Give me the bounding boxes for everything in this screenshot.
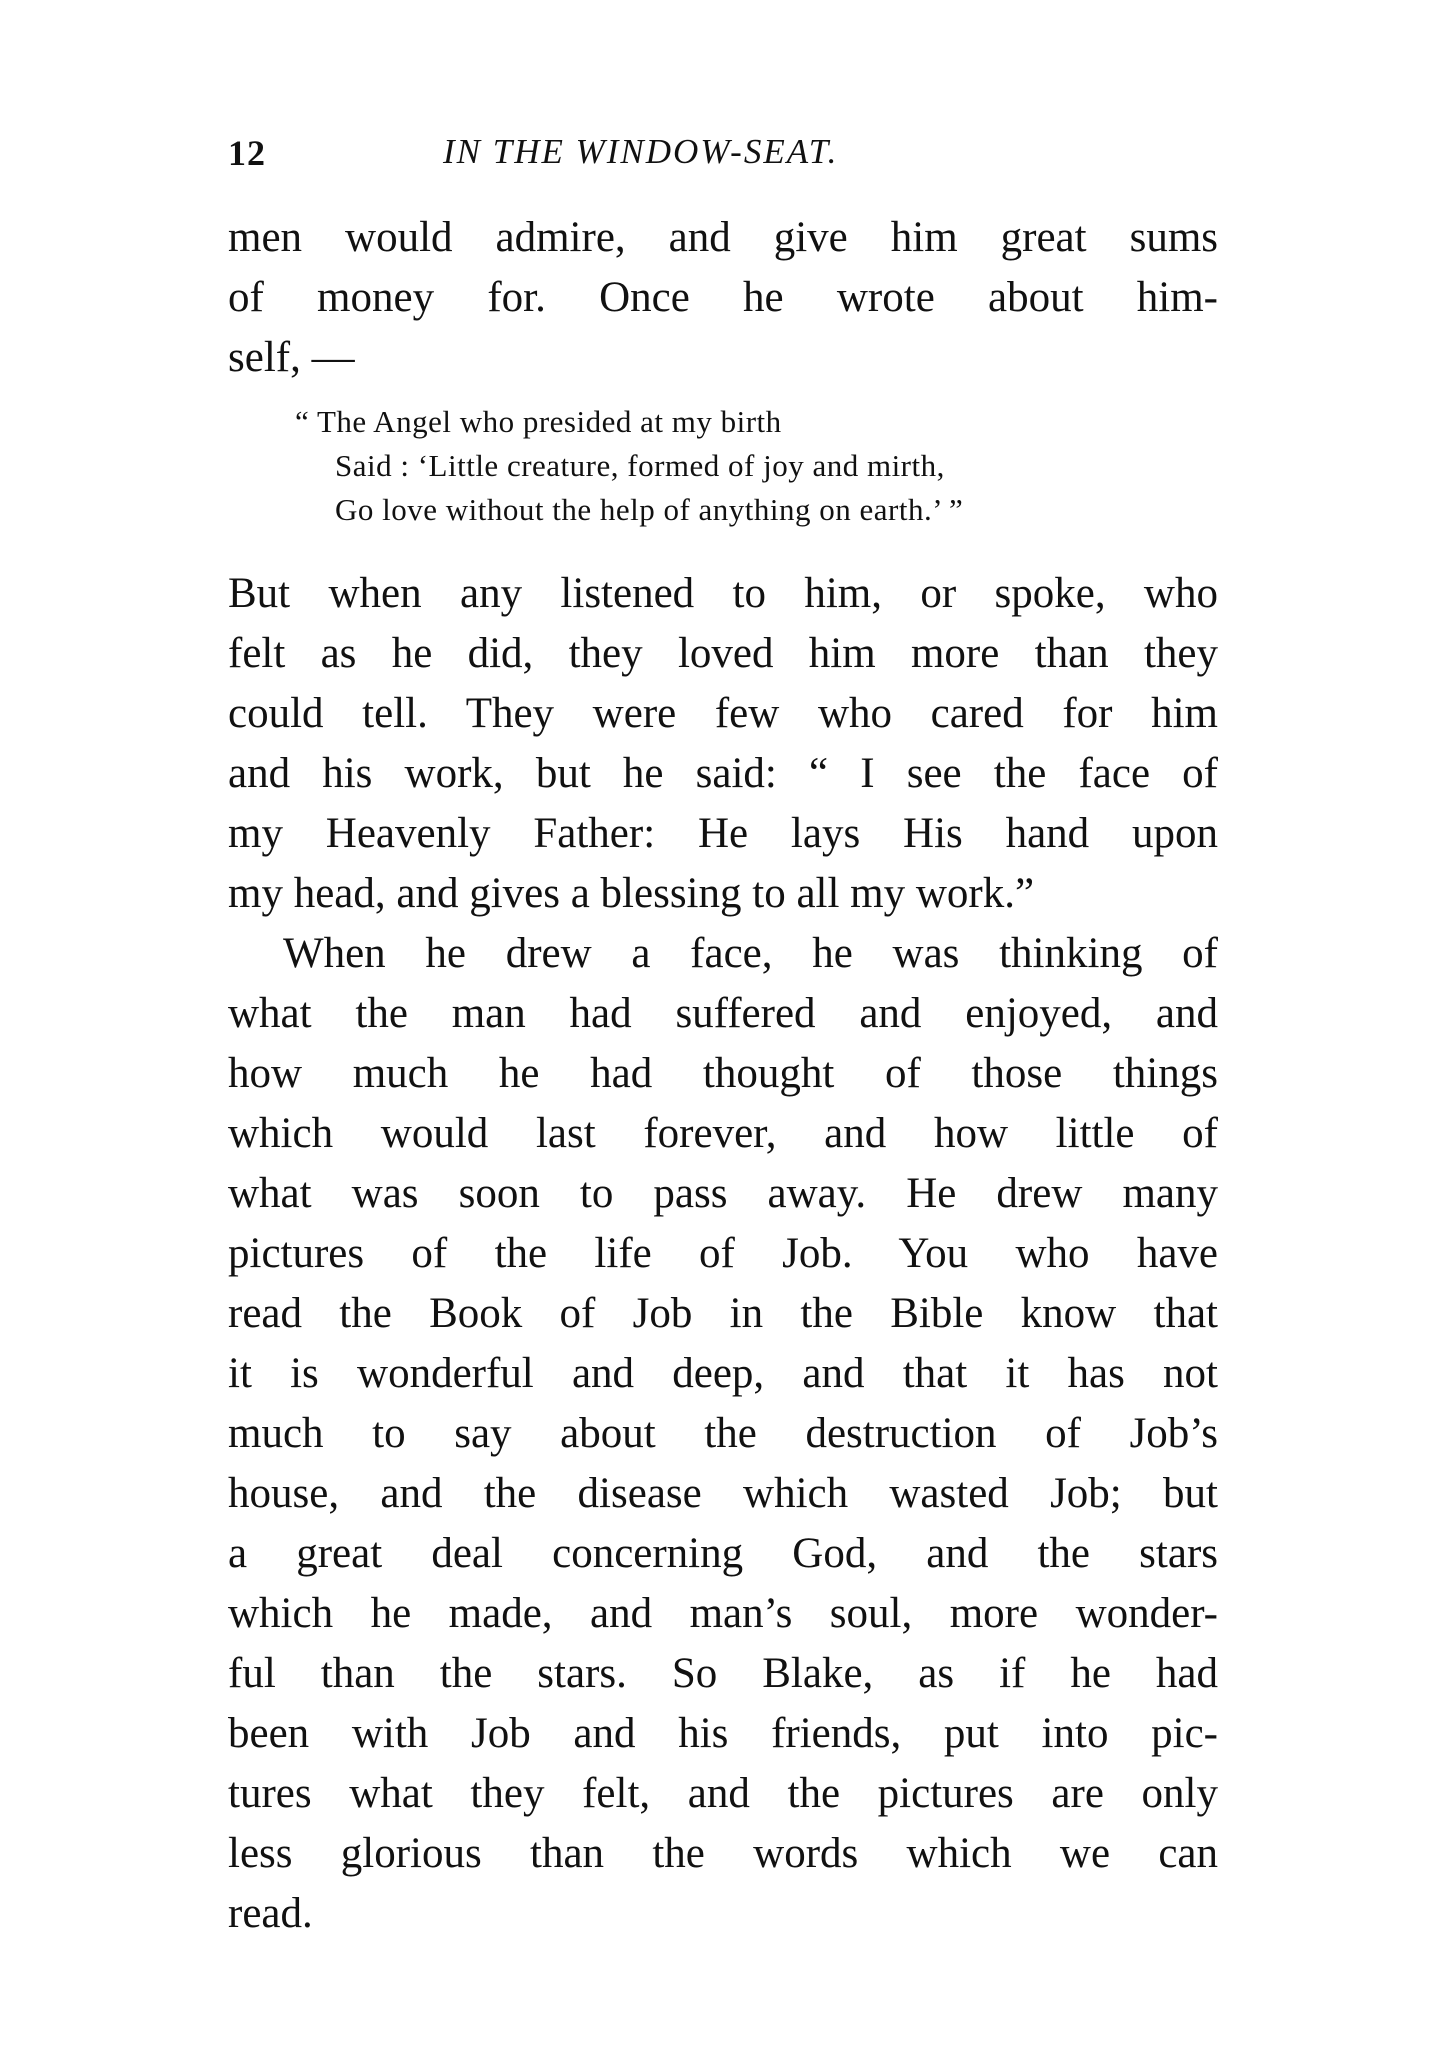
text-line: it is wonderful and deep, and that it has not	[228, 1350, 1218, 1397]
text-line: read the Book of Job in the Bible know that	[228, 1290, 1218, 1337]
text-line: could tell. They were few who cared for him	[228, 690, 1218, 737]
text-line: When he drew a face, he was thinking of	[283, 930, 1218, 977]
verse-line: “ The Angel who presided at my birth	[295, 404, 782, 439]
page-number: 12	[228, 133, 266, 173]
paragraph-2-and-3	[228, 564, 1218, 1944]
text-line: been with Job and his friends, put into pic-	[228, 1710, 1218, 1757]
verse-line: Said : ‘Little creature, formed of joy and mirth,	[335, 448, 945, 483]
text-line: felt as he did, they loved him more than they	[228, 630, 1218, 677]
text-line: men would admire, and give him great sums	[228, 214, 1218, 261]
text-line: which would last forever, and how little of	[228, 1110, 1218, 1157]
text-line: tures what they felt, and the pictures are only	[228, 1770, 1218, 1817]
text-line: how much he had thought of those things	[228, 1050, 1218, 1097]
text-line: less glorious than the words which we can	[228, 1830, 1218, 1877]
text-line: house, and the disease which wasted Job; but	[228, 1470, 1218, 1517]
text-line: much to say about the destruction of Job’s	[228, 1410, 1218, 1457]
running-head: IN THE WINDOW-SEAT.	[443, 132, 839, 171]
text-line: what the man had suffered and enjoyed, and	[228, 990, 1218, 1037]
text-line: what was soon to pass away. He drew many	[228, 1170, 1218, 1217]
text-line: a great deal concerning God, and the stars	[228, 1530, 1218, 1577]
text-line: read.	[228, 1890, 313, 1937]
paragraph-1	[228, 208, 1218, 388]
text-line: ful than the stars. So Blake, as if he had	[228, 1650, 1218, 1697]
text-line: and his work, but he said: “ I see the face of	[228, 750, 1218, 797]
text-line: of money for. Once he wrote about him-	[228, 274, 1218, 321]
text-line: my Heavenly Father: He lays His hand upon	[228, 810, 1218, 857]
page-header	[228, 132, 1218, 182]
text-line: my head, and gives a blessing to all my work.”	[228, 870, 1035, 917]
text-line: which he made, and man’s soul, more wonder-	[228, 1590, 1218, 1637]
text-line: But when any listened to him, or spoke, who	[228, 570, 1218, 617]
verse-quotation	[295, 400, 1155, 532]
text-line: pictures of the life of Job. You who have	[228, 1230, 1218, 1277]
text-line: self, —	[228, 334, 355, 381]
verse-line: Go love without the help of anything on earth.’ ”	[335, 492, 964, 527]
